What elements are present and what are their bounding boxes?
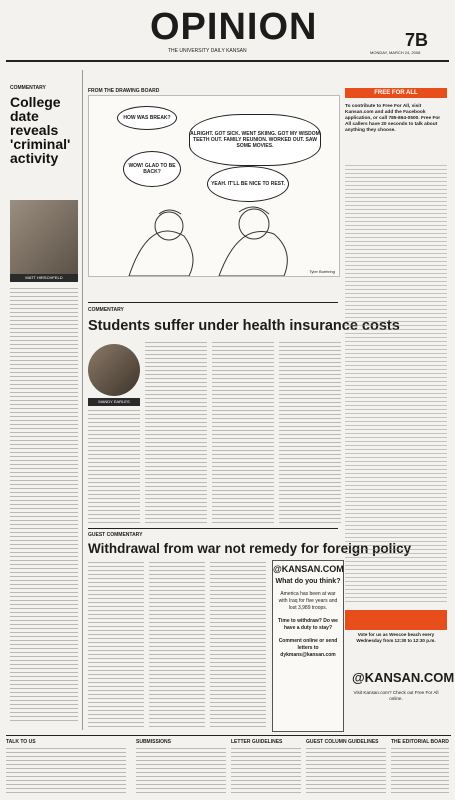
article1-col4 [279, 342, 341, 525]
footer-submissions: SUBMISSIONS [136, 739, 172, 745]
columnist-photo [10, 200, 78, 274]
column-divider [82, 70, 83, 730]
article1-author-photo [88, 344, 140, 396]
footer-guest-text [306, 748, 386, 793]
footer [6, 735, 451, 796]
article2-col3 [210, 562, 266, 730]
cartoon-artist-credit: Tyler Boehring [309, 269, 335, 274]
article1-section-label: COMMENTARY [88, 307, 124, 313]
columnist-byline: MATT HIRSCHFELD [10, 274, 78, 282]
poll-cta[interactable]: Comment online or send letters to dykmans@kansan.com [278, 638, 338, 658]
footer-board-text [391, 748, 449, 793]
sidebar-closing: Visit Kansan.com? Check out Free For All online. [353, 690, 439, 701]
free-for-all-items [345, 165, 447, 605]
newspaper-name: THE UNIVERSITY DAILY KANSAN [168, 48, 247, 54]
speech-bubble-3: WOW! GLAD TO BE BACK? [123, 151, 181, 187]
article1-col3 [212, 342, 274, 525]
article1-byline: MANDY EARLES [88, 398, 140, 406]
article2-col1 [88, 562, 144, 730]
footer-talk-to-us: TALK TO US [6, 739, 36, 745]
sidebar-ad-banner[interactable] [345, 610, 447, 630]
poll-question: What do you think? [275, 578, 341, 585]
free-for-all-header: FREE FOR ALL [345, 88, 447, 98]
free-for-all-promo: To contribute to Free For All, visit Kansan.com and add the Facebook application, or call 785-864-0500. Free For All callers have 20 seconds to talk about anything they choose. [345, 104, 441, 133]
section-title: OPINION [150, 6, 318, 48]
left-headline: College date reveals 'criminal' activity [10, 94, 71, 166]
kansan-poll-box [272, 560, 344, 732]
article2-headline: Withdrawal from war not remedy for foreign policy [88, 541, 412, 556]
cartoon-section-label: FROM THE DRAWING BOARD [88, 88, 160, 94]
footer-letter-text [231, 748, 301, 793]
footer-letter-guidelines: LETTER GUIDELINES [231, 739, 283, 745]
cartoon-figures-drawing [89, 196, 339, 276]
speech-bubble-1: HOW WAS BREAK? [117, 106, 177, 130]
speech-bubble-2: ALRIGHT. GOT SICK. WENT SKIING. GOT MY WISDOM TEETH OUT. FAMILY REUNION. WORKED OUT. SAW SOME MOVIES. [189, 114, 321, 166]
footer-guest-column-guidelines: GUEST COLUMN GUIDELINES [306, 739, 379, 745]
page-number: 7B [405, 30, 429, 50]
article1-col1 [88, 410, 140, 525]
masthead-rule [6, 60, 449, 62]
sidebar-ad-text: Vote for us as Wescoe beach every Wednesday from 12:30 to 12:30 p.m. [356, 632, 436, 643]
footer-editorial-board: THE EDITORIAL BOARD [391, 739, 449, 745]
footer-submissions-text [136, 748, 226, 793]
issue-date: MONDAY, MARCH 24, 2008 [370, 50, 421, 55]
editorial-cartoon [88, 95, 340, 277]
sidebar-kansan-logo[interactable]: @KANSAN.COM [352, 670, 455, 685]
article1-top-rule [88, 302, 338, 303]
article2-section-label: GUEST COMMENTARY [88, 532, 143, 538]
left-column-body [10, 288, 78, 723]
article1-col2 [145, 342, 207, 525]
article1-headline: Students suffer under health insurance costs [88, 318, 400, 334]
speech-bubble-4: YEAH. IT'LL BE NICE TO REST. [207, 166, 289, 202]
article2-top-rule [88, 528, 338, 529]
footer-contacts [6, 748, 126, 793]
left-section-label: COMMENTARY [10, 85, 46, 91]
article2-col2 [149, 562, 205, 730]
kansan-poll-logo: @KANSAN.COM [273, 564, 344, 574]
poll-prompt: Time to withdraw? Do we have a duty to stay? [278, 618, 338, 631]
poll-context: America has been at war with Iraq for five years and lost 3,989 troops. [278, 591, 338, 611]
